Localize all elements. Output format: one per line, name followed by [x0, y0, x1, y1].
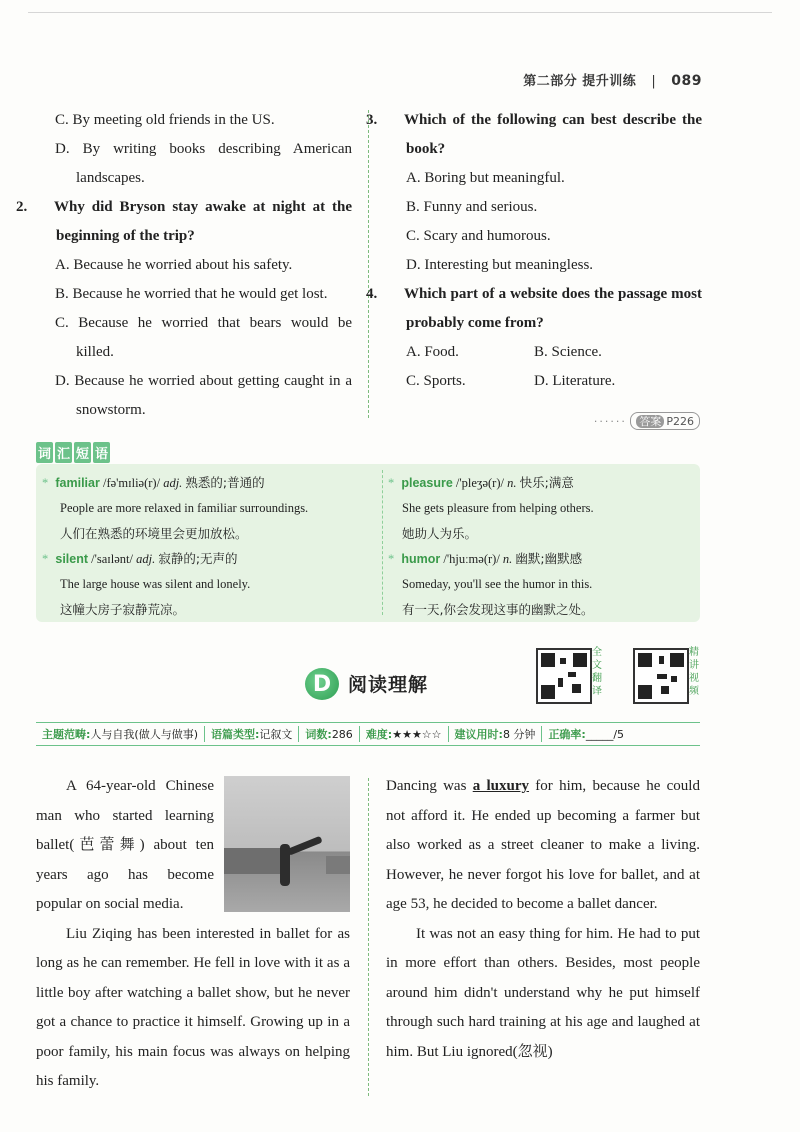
q4-option-c[interactable]: C. Sports.: [406, 373, 466, 389]
page-number: 089: [671, 73, 702, 89]
info-type: 语篇类型:记叙文: [205, 726, 299, 742]
q1-option-c[interactable]: C. By meeting old friends in the US.: [55, 112, 275, 128]
answer-label: 答案: [636, 415, 664, 428]
answer-page: P226: [666, 415, 694, 428]
q4-option-d[interactable]: D. Literature.: [534, 373, 616, 389]
q4-stem: 4. Which part of a website does the passage most probably come from?: [366, 286, 702, 331]
vocab-example-zh: 她助人为乐。: [402, 526, 478, 541]
passage-right-column: [386, 772, 700, 1067]
q4-options-row-1: [386, 338, 702, 367]
section-title: 阅读理解: [348, 674, 429, 696]
header-separator: |: [651, 74, 657, 89]
info-time: 建议用时:8 分钟: [449, 726, 543, 742]
bullet-icon: *: [42, 476, 49, 490]
answer-tag: [630, 412, 700, 430]
vocab-heading: 词 汇 短 语: [36, 442, 110, 463]
q4-option-b[interactable]: B. Science.: [534, 344, 602, 360]
qr-label-translation: 全 文 翻 译: [592, 647, 602, 697]
info-words: 词数:286: [299, 726, 359, 742]
q3-option-a[interactable]: A. Boring but meaningful.: [406, 170, 565, 186]
vocab-box: [36, 464, 700, 622]
section-letter-badge: D: [305, 668, 339, 700]
info-accuracy: 正确率:_____/5: [548, 728, 625, 741]
page-header: [523, 70, 702, 89]
vocab-example-zh: 这幢大房子寂静荒凉。: [60, 602, 186, 617]
header-section: 第二部分: [523, 74, 578, 89]
bullet-icon: *: [388, 552, 395, 566]
passage-divider: [368, 778, 369, 1096]
vocab-example-en: Someday, you'll see the humor in this.: [402, 577, 593, 591]
vocab-example-en: People are more relaxed in familiar surroundings.: [60, 501, 309, 515]
bullet-icon: *: [388, 476, 395, 490]
q3-stem: 3. Which of the following can best describe the book?: [366, 112, 702, 157]
vocab-divider: [382, 470, 383, 615]
vocab-entry-silent: * silent /'saɪlənt/ adj. 寂静的;无声的: [42, 551, 238, 566]
vocab-left-column: [42, 470, 372, 622]
answer-reference[interactable]: [594, 412, 700, 430]
vocab-example-en: The large house was silent and lonely.: [60, 577, 251, 591]
q3-option-d[interactable]: D. Interesting but meaningless.: [406, 257, 594, 273]
questions-left-column: [16, 106, 353, 425]
info-difficulty: 难度:★★★☆☆: [360, 726, 449, 742]
page-top-rule: [28, 12, 772, 13]
ballet-photo: [224, 776, 350, 912]
vocab-example-zh: 有一天,你会发现这事的幽默之处。: [402, 602, 594, 617]
vocab-entry-humor: * humor /'hjuːmə(r)/ n. 幽默;幽默感: [388, 551, 583, 566]
passage-paragraph-3: Dancing was a luxury for him, because he could not afford it. He ended up becoming a farmer but also worked as a street cleaner to make a living. However, he never forgot his love for ballet, and at age 53, he decided to become a ballet dancer.: [386, 778, 700, 912]
qr-code-icon[interactable]: [536, 648, 592, 704]
questions-right-column: [366, 106, 702, 396]
q2-option-b[interactable]: B. Because he worried that he would get lost.: [55, 286, 328, 302]
q4-options-row-2: [386, 367, 702, 396]
q2-stem: 2. Why did Bryson stay awake at night at the beginning of the trip?: [16, 199, 352, 244]
leader-dots: ······: [593, 415, 627, 428]
column-divider: [368, 110, 369, 418]
qr-code-icon[interactable]: [633, 648, 689, 704]
passage-paragraph-2: Liu Ziqing has been interested in ballet for as long as he can remember. He fell in love with it as a little boy after watching a ballet show, but he never got a chance to practice it himself. Growing up in a poor family, his main focus was always on helping his family.: [36, 925, 350, 1089]
header-subsection: 提升训练: [582, 74, 637, 89]
q4-option-a[interactable]: A. Food.: [406, 344, 459, 360]
qr-label-video: 精 讲 视 频: [689, 647, 699, 697]
info-theme: 主题范畴:人与自我(做人与做事): [36, 726, 205, 742]
q1-option-d[interactable]: D. By writing books describing American landscapes.: [55, 141, 353, 186]
q3-option-c[interactable]: C. Scary and humorous.: [406, 228, 551, 244]
vocab-example-en: She gets pleasure from helping others.: [402, 501, 594, 515]
q3-option-b[interactable]: B. Funny and serious.: [406, 199, 538, 215]
info-bar: [36, 722, 700, 746]
passage-paragraph-4: It was not an easy thing for him. He had to put in more effort than others. Besides, most people around him didn't understand why he put himself through such hard training at his age and laughed at him. But Liu ignored(忽视): [386, 925, 700, 1060]
vocab-right-column: [388, 470, 688, 622]
q2-option-a[interactable]: A. Because he worried about his safety.: [55, 257, 293, 273]
passage-left-column: [36, 772, 350, 1097]
passage-paragraph-1: A 64-year-old Chinese man who started learning ballet(芭蕾舞) about ten years ago has become popular on social media.: [36, 778, 214, 912]
q2-option-d[interactable]: D. Because he worried about getting caught in a snowstorm.: [55, 373, 352, 418]
q2-option-c[interactable]: C. Because he worried that bears would be killed.: [55, 315, 353, 360]
vocab-entry-pleasure: * pleasure /'pleʒə(r)/ n. 快乐;满意: [388, 475, 574, 490]
bullet-icon: *: [42, 552, 49, 566]
underlined-phrase: a luxury: [472, 778, 530, 794]
vocab-example-zh: 人们在熟悉的环境里会更加放松。: [60, 526, 248, 541]
vocab-entry-familiar: * familiar /fə'mɪliə(r)/ adj. 熟悉的;普通的: [42, 475, 265, 490]
